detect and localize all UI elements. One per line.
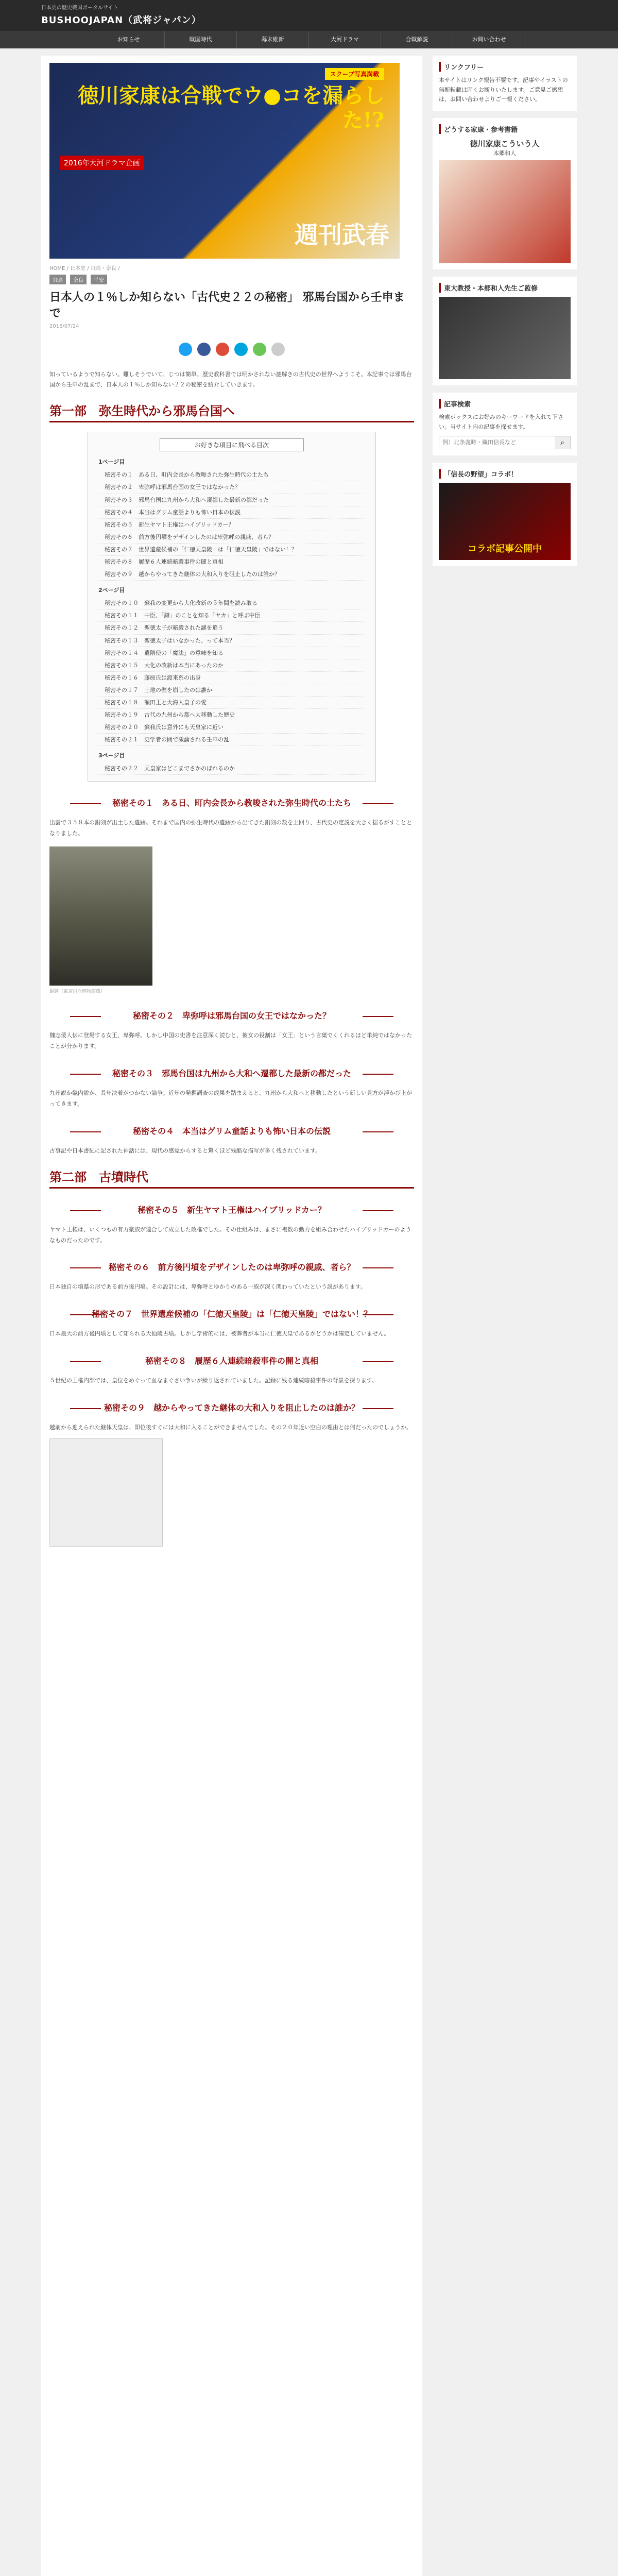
pocket-share-icon[interactable] (271, 343, 285, 356)
share-buttons (49, 343, 414, 356)
line-share-icon[interactable] (253, 343, 266, 356)
toc-item[interactable]: 秘密その９ 越からやってきた継体の大和入りを阻止したのは誰か？ (98, 568, 365, 581)
widget-title: 東大教授・本郷和人先生ご監修 (439, 283, 571, 293)
widget-title: どうする家康・参考書籍 (439, 124, 571, 134)
book-author: 本郷和人 (493, 150, 516, 157)
main-nav (0, 31, 618, 48)
toc-item[interactable]: 秘密その１０ 蘇我の変更から大化改新の５年間を読み取る (98, 597, 365, 609)
toc-item[interactable]: 秘密その２０ 蘇我氏は意外にも天皇家に近い (98, 721, 365, 734)
section-heading: 秘密その１ ある日、町内会長から教唆された弥生時代の土たち (49, 797, 414, 809)
part-heading: 第一部 弥生時代から邪馬台国へ (49, 401, 414, 422)
twitter-share-icon[interactable] (179, 343, 192, 356)
collab-banner[interactable]: コラボ記事公開中 (439, 483, 571, 560)
hero-image[interactable] (49, 63, 400, 259)
toc-item[interactable]: 秘密その１３ 聖徳太子はいなかった、って本当？ (98, 635, 365, 647)
widget-text: 本サイトはリンク報告不要です。記事やイラストの無断転載は固くお断りいたします。ご意見ご感想は、お問い合わせよりご一報ください。 (439, 77, 568, 103)
hero-headline: 徳川家康は合戦でウ●コを漏らした!? (78, 83, 384, 132)
section-heading: 秘密その７ 世界遺産候補の「仁徳天皇陵」は「仁徳天皇陵」ではない！？ (49, 1308, 414, 1320)
nav-item-taiga[interactable]: 大河ドラマ (309, 31, 381, 48)
toc-item[interactable]: 秘密その８ 履歴６人連続暗殺事件の闇と真相 (98, 556, 365, 568)
paragraph: 魏志倭人伝に登場する女王、卑弥呼。しかし中国の史書を注意深く読むと、彼女の役割は「女王」という言葉でくくれるほど単純ではなかったことが分かります。 (49, 1032, 412, 1050)
paragraph: 日本最大の前方後円墳として知られる大仙陵古墳。しかし学術的には、被葬者が本当に仁徳天皇であるかどうかは確定していません。 (49, 1330, 390, 1337)
section-heading: 秘密その９ 越からやってきた継体の大和入りを阻止したのは誰か？ (49, 1402, 414, 1414)
breadcrumb[interactable]: HOME / 日本史 / 飛鳥・奈良 / (49, 266, 120, 272)
table-of-contents (88, 432, 376, 782)
toc-item[interactable]: 秘密その１５ 大化の改新は本当にあったのか (98, 659, 365, 672)
hero-magazine-name: 週刊武春 (295, 221, 389, 249)
hero-subtag: 2016年大河ドラマ企画 (60, 156, 144, 170)
toc-item[interactable]: 秘密その２ 卑弥呼は邪馬台国の女王ではなかった？ (98, 481, 365, 494)
nav-item-sengoku[interactable]: 戦国時代 (165, 31, 237, 48)
section-heading: 秘密その３ 邪馬台国は九州から大和へ遷都した最新の都だった (49, 1067, 414, 1080)
facebook-share-icon[interactable] (197, 343, 211, 356)
paragraph: 九州説か畿内説か、長年決着がつかない論争。近年の発掘調査の成果を踏まえると、九州から大和へと移動したという新しい見方が浮かび上がってきます。 (49, 1090, 412, 1107)
widget-title: リンクフリー (439, 62, 571, 72)
ad-widget (433, 277, 577, 385)
search-widget (433, 393, 577, 455)
widget-title: 記事検索 (439, 399, 571, 409)
nav-item-battle[interactable]: 合戦解説 (381, 31, 453, 48)
hero-ribbon: スクープ写真満載 (325, 68, 384, 80)
article-main (41, 56, 422, 2576)
category-tag[interactable]: 平安 (91, 275, 107, 284)
publish-date: 2016/07/24 (49, 323, 79, 329)
paragraph: ５世紀の王権内部では、皇位をめぐって血なまぐさい争いが繰り返されていました。記録に残る連続暗殺事件の背景を探ります。 (49, 1377, 377, 1384)
toc-item[interactable]: 秘密その１８ 額田王と大海人皇子の愛 (98, 697, 365, 709)
toc-item[interactable]: 秘密その１９ 古代の九州から都へ大移動した歴史 (98, 709, 365, 721)
bronze-bell-photo (49, 846, 152, 986)
map-image (49, 1438, 163, 1547)
site-header (0, 0, 618, 31)
book-widget (433, 118, 577, 269)
toc-header[interactable]: お好きな項目に飛べる目次 (160, 438, 304, 451)
section-heading: 秘密その６ 前方後円墳をデザインしたのは卑弥呼の親戚、者ら？ (49, 1261, 414, 1274)
paragraph: 古事記や日本書紀に記された神話には、現代の感覚からすると驚くほど残酷な描写が多く残されています。 (49, 1147, 321, 1154)
toc-item[interactable]: 秘密その５ 新生ヤマト王権はハイブリッドカー？ (98, 519, 365, 531)
photo-caption: 銅鐸（東京国立博物館蔵） (49, 989, 106, 995)
nav-item-contact[interactable]: お問い合わせ (453, 31, 525, 48)
site-logo[interactable]: BUSHOOJAPAN（武将ジャパン） (41, 15, 201, 26)
site-tagline: 日本史の歴史戦国ポータルサイト (41, 5, 118, 11)
search-icon[interactable]: ⌕ (555, 436, 570, 449)
book-title[interactable]: 徳川家康こういう人 (470, 139, 540, 149)
article-intro: 知っているようで知らない。難しそうでいて、じつは簡単。歴史教科書では明かされない謎解きの古代史の世界へようこそ。本記事では邪馬台国から壬申の乱まで、日本人の１％しか知らない２２の秘密を紹介していきます。 (49, 370, 412, 388)
category-tag[interactable]: 奈良 (70, 275, 87, 284)
paragraph: 日本独自の墳墓の形である前方後円墳。その設計には、卑弥呼とゆかりのある一族が深く関わっていたという説があります。 (49, 1283, 367, 1291)
category-tag[interactable]: 飛鳥 (49, 275, 66, 284)
paragraph: 越前から迎えられた継体天皇は、即位後すぐには大和に入ることができませんでした。その２０年近い空白の理由とは何だったのでしょうか。 (49, 1424, 412, 1431)
article-title: 日本人の１％しか知らない「古代史２２の秘密」 邪馬台国から壬申まで (49, 291, 405, 320)
toc-item[interactable]: 秘密その１ ある日、町内会長から教唆された弥生時代の土たち (98, 469, 365, 481)
paragraph: 出雲で３５８本の銅剣が出土した遺跡。それまで国内の弥生時代の遺跡から出てきた銅剣の数を上回り、古代史の定説を大きく揺るがすこととなりました。 (49, 819, 412, 837)
section-heading: 秘密その２ 卑弥呼は邪馬台国の女王ではなかった？ (49, 1010, 414, 1022)
toc-item[interactable]: 秘密その７ 世界遺産候補の「仁徳天皇陵」は「仁徳天皇陵」ではない！？ (98, 544, 365, 556)
book-cover-image[interactable] (439, 160, 571, 263)
collab-widget (433, 463, 577, 566)
search-input[interactable] (439, 436, 555, 449)
link-free-widget (433, 56, 577, 111)
hatena-share-icon[interactable] (234, 343, 248, 356)
widget-text: 検索ボックスにお好みのキーワードを入れて下さい。当サイト内の記事を探せます。 (439, 414, 563, 430)
section-heading: 秘密その５ 新生ヤマト王権はハイブリッドカー？ (49, 1204, 414, 1216)
toc-item[interactable]: 秘密その６ 前方後円墳をデザインしたのは卑弥呼の親戚、者ら？ (98, 531, 365, 544)
toc-item[interactable]: 秘密その１１ 中臣、「鎌」のことを知る「ヤカ」と呼ぶ中臣 (98, 609, 365, 622)
section-heading: 秘密その８ 履歴６人連続暗殺事件の闇と真相 (49, 1355, 414, 1367)
toc-item[interactable]: 秘密その２１ 史学者の間で激論される壬申の乱 (98, 734, 365, 746)
toc-item[interactable]: 秘密その３ 邪馬台国は九州から大和へ遷都した最新の都だった (98, 494, 365, 506)
toc-page-label: 1ページ目 (98, 459, 125, 466)
paragraph: ヤマト王権は、いくつもの有力豪族が連合して成立した政権でした。その仕組みは、まさに複数の動力を組み合わせたハイブリッドカーのようなものだったのです。 (49, 1226, 411, 1244)
search-box (439, 436, 571, 449)
nav-item-news[interactable]: お知らせ (93, 31, 165, 48)
toc-item[interactable]: 秘密その２２ 天皇家はどこまでさかのぼれるのか (98, 762, 365, 775)
toc-item[interactable]: 秘密その４ 本当はグリム童話よりも怖い日本の伝説 (98, 506, 365, 519)
toc-page-label: 3ページ目 (98, 752, 125, 759)
toc-item[interactable]: 秘密その１７ 土地の壁を崩したのは誰か (98, 684, 365, 697)
part-heading: 第二部 古墳時代 (49, 1167, 414, 1189)
category-tags (49, 275, 414, 284)
toc-page-label: 2ページ目 (98, 587, 125, 594)
nav-item-bakumatsu[interactable]: 幕末維新 (237, 31, 309, 48)
section-heading: 秘密その４ 本当はグリム童話よりも怖い日本の伝説 (49, 1125, 414, 1138)
toc-item[interactable]: 秘密その１６ 藤原氏は渡来系の出身 (98, 672, 365, 684)
sidebar (433, 56, 577, 2576)
toc-item[interactable]: 秘密その１４ 遣隋使の「魔法」の意味を知る (98, 647, 365, 659)
widget-title: 「信長の野望」コラボ！ (439, 469, 571, 479)
toc-item[interactable]: 秘密その１２ 聖徳太子が暗殺された謎を追う (98, 622, 365, 634)
ad-banner-image[interactable] (439, 297, 571, 379)
google-share-icon[interactable] (216, 343, 229, 356)
